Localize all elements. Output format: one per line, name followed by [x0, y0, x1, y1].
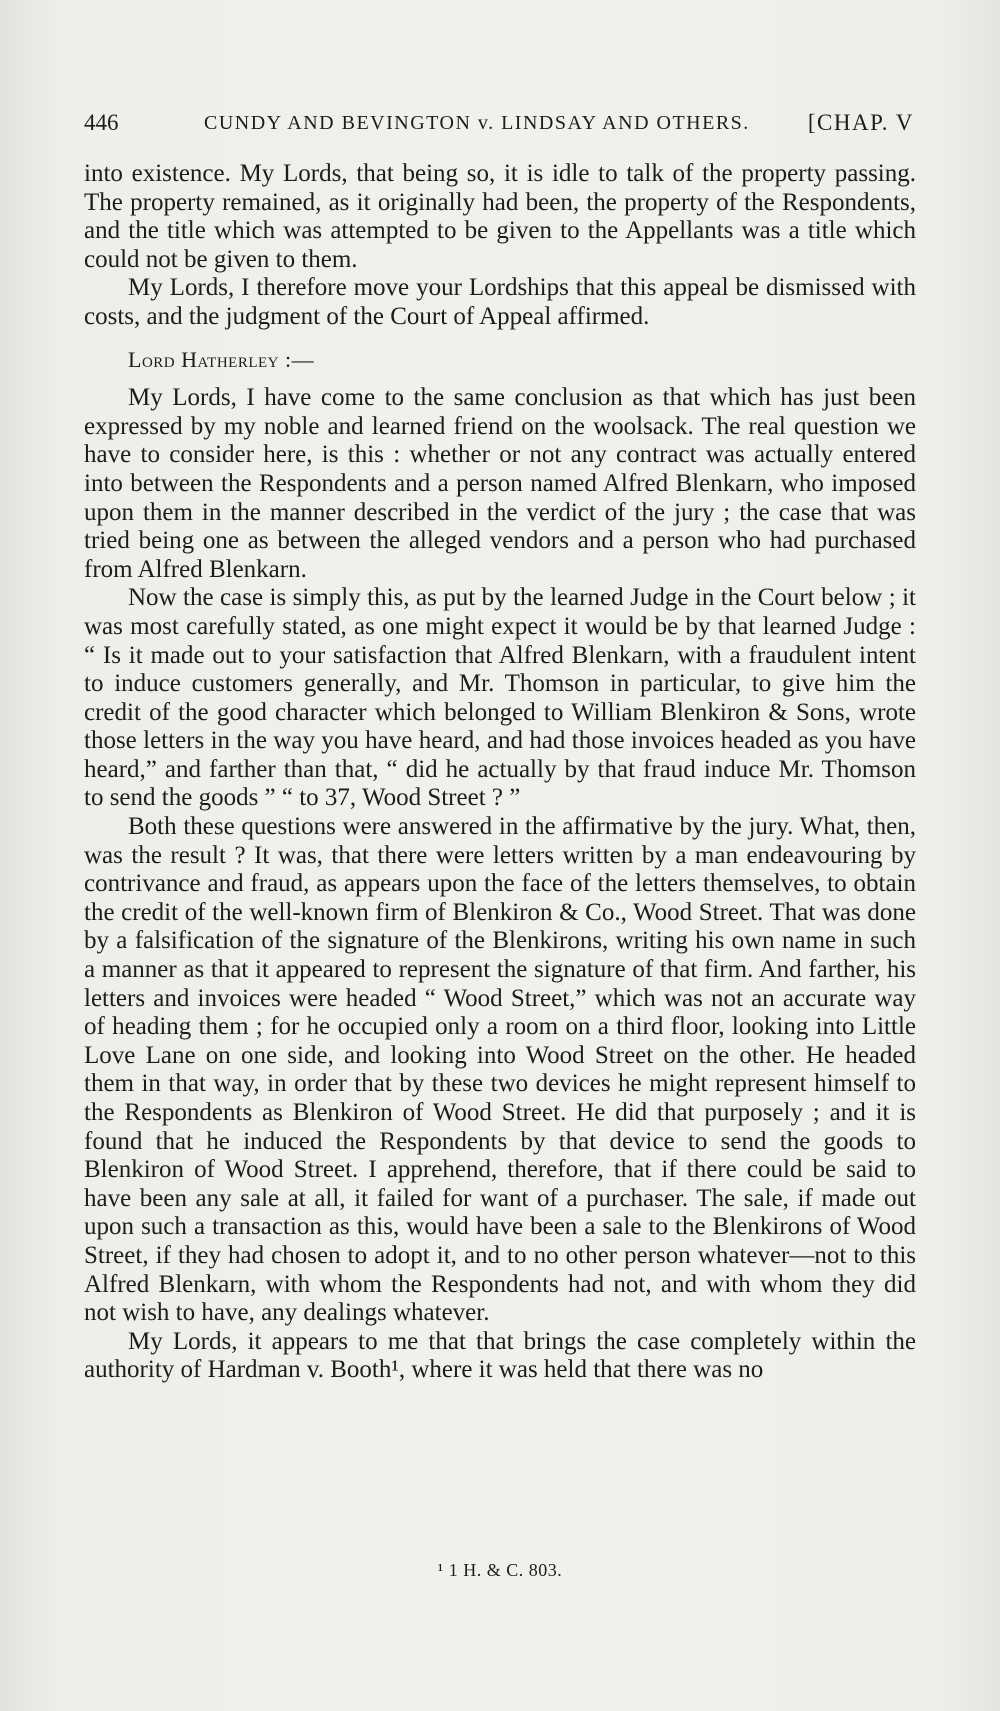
paragraph: My Lords, I have come to the same conclusion as that which has just been expressed by my noble and learned friend on the woolsack. The real question we have to consider here, is this : whether or not any contract was actually entered into between the Respondents and a person named Alfred Blenkarn, who imposed upon them in the manner described in the verdict of the jury ; the case that was tried being one as between the alleged vendors and a person who had purchased from Alfred Blenkarn.: [84, 384, 916, 583]
speaker-heading: Lord Hatherley :—: [128, 346, 315, 372]
paragraph: My Lords, I therefore move your Lordships that this appeal be dismissed with costs, and the judgment of the Court of Appeal affirmed.: [84, 274, 916, 330]
chapter-label: [CHAP. V: [807, 110, 914, 135]
body-text: [84, 160, 916, 1385]
footnote: ¹ 1 H. & C. 803.: [437, 1560, 563, 1580]
paragraph: into existence. My Lords, that being so, it is idle to talk of the property passing. The property remained, as it originally had been, the property of the Respondents, and the title which was attempted to be given to the Appellants was a title which could not be given to them.: [84, 160, 916, 273]
running-title: CUNDY AND BEVINGTON v. LINDSAY AND OTHERS.: [204, 112, 750, 134]
page-number: 446: [84, 110, 119, 135]
paragraph: Now the case is simply this, as put by the learned Judge in the Court below ; it was most carefully stated, as one might expect it would be by that learned Judge : “ Is it made out to your satisfaction that Alfred Blenkarn, with a fraudulent intent to induce customers generally, and Mr. Thomson in particular, to give him the credit of the good character which belonged to William Blenkiron & Sons, wrote those letters in the way you have heard, and had those invoices headed as you have heard,” and farther than that, “ did he actually by that fraud induce Mr. Thomson to send the goods ” “ to 37, Wood Street ? ”: [84, 584, 916, 812]
paragraph: My Lords, it appears to me that that brings the case completely within the authority of Hardman v. Booth¹, where it was held that there was no: [84, 1327, 916, 1384]
paragraph: Both these questions were answered in the affirmative by the jury. What, then, was the result ? It was, that there were letters written by a man endeavouring by contrivance and fraud, as appears upon the face of the letters themselves, to obtain the credit of the well-known firm of Blenkiron & Co., Wood Street. That was done by a falsification of the signature of the Blenkirons, writing his own name in such a manner as that it appeared to represent the signature of that firm. And farther, his letters and invoices were headed “ Wood Street,” which was not an accurate way of heading them ; for he occupied only a room on a third floor, looking into Little Love Lane on one side, and looking into Wood Street on the other. He headed them in that way, in order that by these two devices he might represent himself to the Respondents as Blenkiron of Wood Street. He did that purposely ; and it is found that he induced the Respondents by that device to send the goods to Blenkiron of Wood Street. I apprehend, therefore, that if there could be said to have been any sale at all, it failed for want of a purchaser. The sale, if made out upon such a transaction as this, would have been a sale to the Blenkirons of Wood Street, if they had chosen to adopt it, and to no other person whatever—not to this Alfred Blenkarn, with whom the Respondents had not, and with whom they did not wish to have, any dealings whatever.: [84, 813, 916, 1327]
running-header: [84, 110, 914, 150]
